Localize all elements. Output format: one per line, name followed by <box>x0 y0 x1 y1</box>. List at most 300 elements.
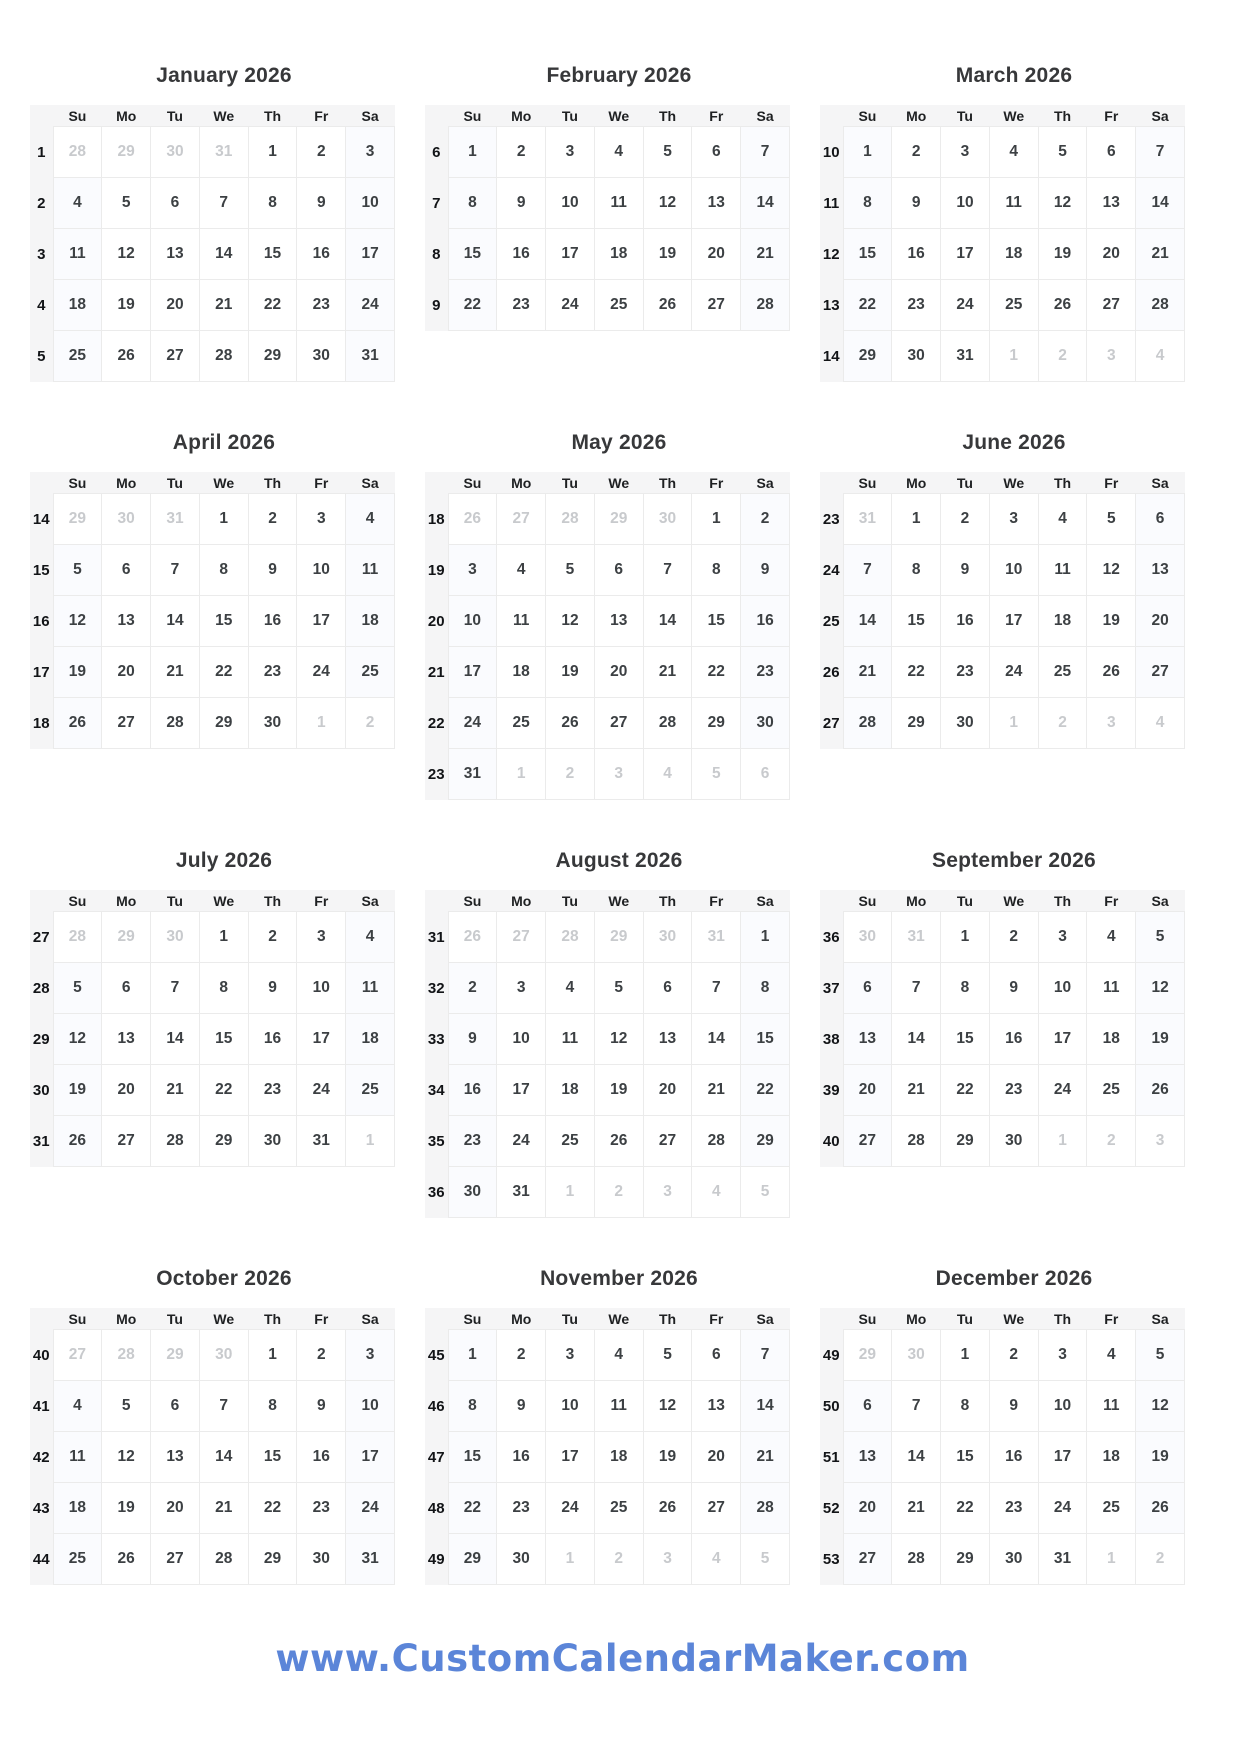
day-cell: 21 <box>892 1483 941 1534</box>
day-cell-adjacent-month: 28 <box>546 912 595 963</box>
month-grid <box>820 890 1185 1167</box>
day-cell: 10 <box>346 1381 395 1432</box>
day-cell: 29 <box>892 698 941 749</box>
day-cell: 11 <box>346 963 395 1014</box>
week-number: 51 <box>820 1432 843 1483</box>
week-number: 33 <box>425 1014 448 1065</box>
day-cell: 13 <box>843 1014 892 1065</box>
week-number: 35 <box>425 1116 448 1167</box>
day-cell: 17 <box>297 1014 346 1065</box>
week-number: 32 <box>425 963 448 1014</box>
day-cell: 24 <box>941 280 990 331</box>
day-cell-adjacent-month: 5 <box>741 1167 790 1218</box>
day-cell: 7 <box>692 963 741 1014</box>
day-cell: 13 <box>843 1432 892 1483</box>
day-cell: 12 <box>1038 178 1087 229</box>
day-cell-adjacent-month: 30 <box>151 127 200 178</box>
weekday-header: Mo <box>102 890 151 912</box>
weekday-header: Tu <box>151 1308 200 1330</box>
month-title: January 2026 <box>156 64 292 87</box>
day-cell-adjacent-month: 2 <box>1038 698 1087 749</box>
day-cell-adjacent-month: 3 <box>594 749 643 800</box>
weekday-header: Su <box>843 105 892 127</box>
week-row <box>30 1014 395 1065</box>
day-cell: 15 <box>199 1014 248 1065</box>
day-cell: 5 <box>594 963 643 1014</box>
day-cell: 25 <box>1087 1483 1136 1534</box>
weekday-header: Th <box>248 890 297 912</box>
day-cell: 18 <box>594 1432 643 1483</box>
week-row <box>820 698 1185 749</box>
day-cell: 3 <box>989 494 1038 545</box>
day-cell: 16 <box>989 1432 1038 1483</box>
day-cell: 18 <box>1087 1432 1136 1483</box>
day-cell: 4 <box>546 963 595 1014</box>
day-cell: 29 <box>448 1534 497 1585</box>
day-cell: 11 <box>53 229 102 280</box>
week-number: 48 <box>425 1483 448 1534</box>
week-number: 23 <box>820 494 843 545</box>
day-cell-adjacent-month: 1 <box>546 1167 595 1218</box>
day-cell: 28 <box>199 1534 248 1585</box>
day-cell-adjacent-month: 4 <box>692 1167 741 1218</box>
week-row <box>820 1483 1185 1534</box>
week-row <box>820 1330 1185 1381</box>
day-cell: 3 <box>1038 1330 1087 1381</box>
week-row <box>425 494 790 545</box>
weekday-header-row <box>425 472 790 494</box>
day-cell-adjacent-month: 2 <box>1136 1534 1185 1585</box>
weekday-header: Mo <box>497 890 546 912</box>
day-cell: 2 <box>941 494 990 545</box>
day-cell-adjacent-month: 5 <box>692 749 741 800</box>
day-cell: 29 <box>941 1534 990 1585</box>
day-cell: 20 <box>843 1065 892 1116</box>
weekday-header: We <box>989 1308 1038 1330</box>
week-row <box>820 127 1185 178</box>
day-cell-adjacent-month: 31 <box>692 912 741 963</box>
weekday-header: Fr <box>692 105 741 127</box>
day-cell: 5 <box>643 1330 692 1381</box>
weekday-header: Tu <box>546 105 595 127</box>
day-cell: 16 <box>297 1432 346 1483</box>
day-cell: 6 <box>843 1381 892 1432</box>
day-cell: 11 <box>1087 963 1136 1014</box>
weekday-header: Tu <box>151 472 200 494</box>
day-cell: 23 <box>448 1116 497 1167</box>
day-cell-adjacent-month: 26 <box>448 912 497 963</box>
day-cell: 10 <box>1038 1381 1087 1432</box>
day-cell: 23 <box>741 647 790 698</box>
week-number: 47 <box>425 1432 448 1483</box>
day-cell: 2 <box>741 494 790 545</box>
weekday-header: Fr <box>297 472 346 494</box>
weekday-header: Su <box>843 472 892 494</box>
day-cell: 11 <box>989 178 1038 229</box>
day-cell: 26 <box>643 1483 692 1534</box>
day-cell: 21 <box>741 229 790 280</box>
week-row <box>30 698 395 749</box>
weekday-header: Fr <box>1087 890 1136 912</box>
day-cell: 6 <box>1136 494 1185 545</box>
day-cell: 12 <box>643 178 692 229</box>
day-cell: 29 <box>199 1116 248 1167</box>
day-cell: 16 <box>892 229 941 280</box>
day-cell-adjacent-month: 4 <box>1136 698 1185 749</box>
day-cell: 24 <box>346 280 395 331</box>
day-cell-adjacent-month: 28 <box>546 494 595 545</box>
day-cell: 27 <box>102 698 151 749</box>
day-cell: 13 <box>594 596 643 647</box>
day-cell-adjacent-month: 31 <box>843 494 892 545</box>
day-cell: 5 <box>1038 127 1087 178</box>
day-cell: 6 <box>594 545 643 596</box>
week-number: 40 <box>30 1330 53 1381</box>
day-cell: 17 <box>546 1432 595 1483</box>
week-row <box>820 1116 1185 1167</box>
day-cell: 20 <box>151 280 200 331</box>
week-row <box>425 1167 790 1218</box>
month-grid <box>425 1308 790 1585</box>
day-cell: 8 <box>941 1381 990 1432</box>
week-number: 52 <box>820 1483 843 1534</box>
week-number: 39 <box>820 1065 843 1116</box>
weekday-header: Su <box>53 105 102 127</box>
week-row <box>425 1065 790 1116</box>
day-cell: 24 <box>546 1483 595 1534</box>
day-cell-adjacent-month: 29 <box>843 1330 892 1381</box>
weekday-header: Tu <box>941 890 990 912</box>
month-title: November 2026 <box>540 1267 698 1290</box>
day-cell: 29 <box>248 1534 297 1585</box>
weekday-header: Su <box>448 472 497 494</box>
weekday-header: Th <box>643 105 692 127</box>
week-row <box>30 647 395 698</box>
day-cell-adjacent-month: 4 <box>692 1534 741 1585</box>
week-number: 38 <box>820 1014 843 1065</box>
day-cell: 31 <box>346 331 395 382</box>
week-row <box>820 178 1185 229</box>
day-cell: 25 <box>1087 1065 1136 1116</box>
day-cell: 19 <box>1136 1014 1185 1065</box>
week-row <box>30 912 395 963</box>
day-cell: 1 <box>741 912 790 963</box>
day-cell-adjacent-month: 30 <box>151 912 200 963</box>
week-number: 4 <box>30 280 53 331</box>
weekday-header: Sa <box>741 1308 790 1330</box>
day-cell: 21 <box>199 280 248 331</box>
day-cell: 13 <box>692 178 741 229</box>
month-title: August 2026 <box>555 849 683 872</box>
day-cell-adjacent-month: 4 <box>643 749 692 800</box>
weekday-header: Sa <box>346 1308 395 1330</box>
day-cell: 5 <box>102 1381 151 1432</box>
day-cell-adjacent-month: 30 <box>199 1330 248 1381</box>
week-number: 14 <box>30 494 53 545</box>
day-cell: 7 <box>741 1330 790 1381</box>
day-cell-adjacent-month: 28 <box>53 127 102 178</box>
week-row <box>30 178 395 229</box>
day-cell: 22 <box>448 1483 497 1534</box>
day-cell: 19 <box>102 1483 151 1534</box>
day-cell: 7 <box>741 127 790 178</box>
day-cell: 19 <box>594 1065 643 1116</box>
weekday-header: We <box>594 890 643 912</box>
day-cell: 25 <box>53 1534 102 1585</box>
day-cell-adjacent-month: 2 <box>594 1534 643 1585</box>
day-cell: 10 <box>1038 963 1087 1014</box>
month-block <box>820 1266 1185 1585</box>
weekday-header-row <box>425 105 790 127</box>
day-cell: 27 <box>843 1534 892 1585</box>
weekday-header: Su <box>53 472 102 494</box>
day-cell: 7 <box>643 545 692 596</box>
day-cell: 18 <box>346 596 395 647</box>
day-cell: 17 <box>546 229 595 280</box>
weekday-header: We <box>594 1308 643 1330</box>
weekday-header-row <box>30 105 395 127</box>
day-cell: 22 <box>843 280 892 331</box>
week-number: 37 <box>820 963 843 1014</box>
day-cell: 16 <box>941 596 990 647</box>
week-number: 1 <box>30 127 53 178</box>
weekday-header-row <box>820 472 1185 494</box>
week-number: 36 <box>820 912 843 963</box>
day-cell-adjacent-month: 30 <box>102 494 151 545</box>
week-number: 46 <box>425 1381 448 1432</box>
day-cell: 9 <box>989 1381 1038 1432</box>
day-cell: 26 <box>594 1116 643 1167</box>
day-cell-adjacent-month: 30 <box>643 494 692 545</box>
day-cell: 22 <box>941 1065 990 1116</box>
day-cell: 20 <box>643 1065 692 1116</box>
day-cell: 1 <box>941 912 990 963</box>
day-cell: 15 <box>941 1014 990 1065</box>
day-cell: 1 <box>843 127 892 178</box>
weekday-header: Mo <box>497 1308 546 1330</box>
day-cell: 24 <box>1038 1483 1087 1534</box>
week-number: 50 <box>820 1381 843 1432</box>
week-row <box>30 494 395 545</box>
watermark-site-link[interactable]: www.CustomCalendarMaker.com <box>275 1637 970 1680</box>
day-cell: 18 <box>989 229 1038 280</box>
day-cell: 27 <box>102 1116 151 1167</box>
week-number: 12 <box>820 229 843 280</box>
week-number: 22 <box>425 698 448 749</box>
day-cell: 21 <box>643 647 692 698</box>
day-cell: 31 <box>941 331 990 382</box>
day-cell: 25 <box>53 331 102 382</box>
week-row <box>425 1483 790 1534</box>
week-number: 7 <box>425 178 448 229</box>
day-cell: 29 <box>692 698 741 749</box>
day-cell: 28 <box>199 331 248 382</box>
day-cell: 3 <box>941 127 990 178</box>
day-cell: 18 <box>546 1065 595 1116</box>
day-cell: 25 <box>346 647 395 698</box>
weekday-header: Fr <box>692 890 741 912</box>
weekday-header-row <box>425 890 790 912</box>
month-block <box>820 848 1185 1167</box>
day-cell-adjacent-month: 1 <box>989 331 1038 382</box>
day-cell: 27 <box>1136 647 1185 698</box>
week-number: 6 <box>425 127 448 178</box>
day-cell: 28 <box>892 1116 941 1167</box>
week-row <box>425 749 790 800</box>
week-column-corner <box>425 890 448 912</box>
day-cell: 20 <box>692 1432 741 1483</box>
day-cell: 11 <box>1087 1381 1136 1432</box>
week-number: 18 <box>425 494 448 545</box>
day-cell: 23 <box>248 1065 297 1116</box>
day-cell: 30 <box>448 1167 497 1218</box>
day-cell: 13 <box>102 596 151 647</box>
day-cell-adjacent-month: 1 <box>989 698 1038 749</box>
day-cell-adjacent-month: 29 <box>53 494 102 545</box>
week-number: 8 <box>425 229 448 280</box>
day-cell: 19 <box>53 647 102 698</box>
weekday-header: Su <box>843 1308 892 1330</box>
day-cell: 22 <box>199 1065 248 1116</box>
day-cell: 26 <box>1136 1483 1185 1534</box>
weekday-header: Mo <box>892 890 941 912</box>
month-block <box>820 430 1185 749</box>
week-row <box>820 1534 1185 1585</box>
day-cell: 19 <box>643 229 692 280</box>
day-cell: 16 <box>248 1014 297 1065</box>
day-cell: 3 <box>346 1330 395 1381</box>
week-column-corner <box>820 472 843 494</box>
day-cell: 9 <box>989 963 1038 1014</box>
day-cell: 9 <box>248 545 297 596</box>
weekday-header: Fr <box>297 890 346 912</box>
day-cell: 8 <box>692 545 741 596</box>
week-number: 31 <box>30 1116 53 1167</box>
week-row <box>425 1534 790 1585</box>
day-cell: 14 <box>199 229 248 280</box>
day-cell: 30 <box>989 1116 1038 1167</box>
day-cell: 23 <box>941 647 990 698</box>
weekday-header: Tu <box>941 472 990 494</box>
day-cell: 20 <box>102 1065 151 1116</box>
weekday-header-row <box>30 472 395 494</box>
day-cell-adjacent-month: 3 <box>1136 1116 1185 1167</box>
day-cell: 26 <box>53 698 102 749</box>
day-cell-adjacent-month: 1 <box>1087 1534 1136 1585</box>
weekday-header: Th <box>1038 890 1087 912</box>
week-row <box>30 127 395 178</box>
day-cell: 23 <box>297 280 346 331</box>
week-column-corner <box>820 1308 843 1330</box>
day-cell: 15 <box>892 596 941 647</box>
month-row-1 <box>30 63 1215 382</box>
weekday-header: Sa <box>346 472 395 494</box>
day-cell: 27 <box>692 1483 741 1534</box>
day-cell: 14 <box>692 1014 741 1065</box>
day-cell: 6 <box>843 963 892 1014</box>
day-cell: 17 <box>346 229 395 280</box>
day-cell: 20 <box>843 1483 892 1534</box>
day-cell: 21 <box>843 647 892 698</box>
day-cell: 20 <box>1136 596 1185 647</box>
week-number: 49 <box>820 1330 843 1381</box>
day-cell: 3 <box>297 912 346 963</box>
day-cell: 4 <box>1087 1330 1136 1381</box>
weekday-header-row <box>820 890 1185 912</box>
day-cell: 25 <box>497 698 546 749</box>
day-cell: 10 <box>297 545 346 596</box>
weekday-header: Su <box>448 105 497 127</box>
month-grid <box>30 1308 395 1585</box>
week-row <box>30 1432 395 1483</box>
day-cell: 30 <box>248 698 297 749</box>
day-cell: 22 <box>248 1483 297 1534</box>
day-cell-adjacent-month: 2 <box>546 749 595 800</box>
day-cell: 23 <box>297 1483 346 1534</box>
week-row <box>425 1381 790 1432</box>
day-cell: 8 <box>892 545 941 596</box>
month-grid <box>425 472 790 800</box>
day-cell: 22 <box>199 647 248 698</box>
week-row <box>820 963 1185 1014</box>
weekday-header: Sa <box>1136 890 1185 912</box>
day-cell: 24 <box>448 698 497 749</box>
weekday-header: Fr <box>1087 1308 1136 1330</box>
day-cell: 17 <box>989 596 1038 647</box>
weekday-header: Mo <box>892 1308 941 1330</box>
month-grid <box>820 105 1185 382</box>
week-row <box>425 280 790 331</box>
month-grid <box>30 105 395 382</box>
day-cell: 31 <box>497 1167 546 1218</box>
week-number: 42 <box>30 1432 53 1483</box>
day-cell: 16 <box>248 596 297 647</box>
day-cell: 12 <box>643 1381 692 1432</box>
day-cell: 19 <box>1136 1432 1185 1483</box>
day-cell: 6 <box>102 963 151 1014</box>
day-cell: 14 <box>151 1014 200 1065</box>
day-cell: 8 <box>941 963 990 1014</box>
day-cell: 7 <box>151 545 200 596</box>
day-cell: 7 <box>199 1381 248 1432</box>
day-cell: 10 <box>346 178 395 229</box>
day-cell: 8 <box>741 963 790 1014</box>
day-cell-adjacent-month: 1 <box>346 1116 395 1167</box>
day-cell: 21 <box>151 1065 200 1116</box>
week-number: 49 <box>425 1534 448 1585</box>
week-number: 25 <box>820 596 843 647</box>
week-row <box>425 647 790 698</box>
day-cell: 26 <box>643 280 692 331</box>
day-cell: 6 <box>1087 127 1136 178</box>
weekday-header: Sa <box>346 890 395 912</box>
week-number: 27 <box>820 698 843 749</box>
day-cell: 3 <box>448 545 497 596</box>
month-title: October 2026 <box>156 1267 292 1290</box>
week-row <box>30 1330 395 1381</box>
day-cell: 10 <box>941 178 990 229</box>
day-cell: 14 <box>1136 178 1185 229</box>
day-cell: 17 <box>1038 1432 1087 1483</box>
day-cell: 17 <box>346 1432 395 1483</box>
week-number: 5 <box>30 331 53 382</box>
day-cell: 18 <box>346 1014 395 1065</box>
day-cell-adjacent-month: 3 <box>643 1167 692 1218</box>
day-cell: 15 <box>741 1014 790 1065</box>
week-number: 18 <box>30 698 53 749</box>
day-cell: 27 <box>594 698 643 749</box>
day-cell-adjacent-month: 28 <box>102 1330 151 1381</box>
